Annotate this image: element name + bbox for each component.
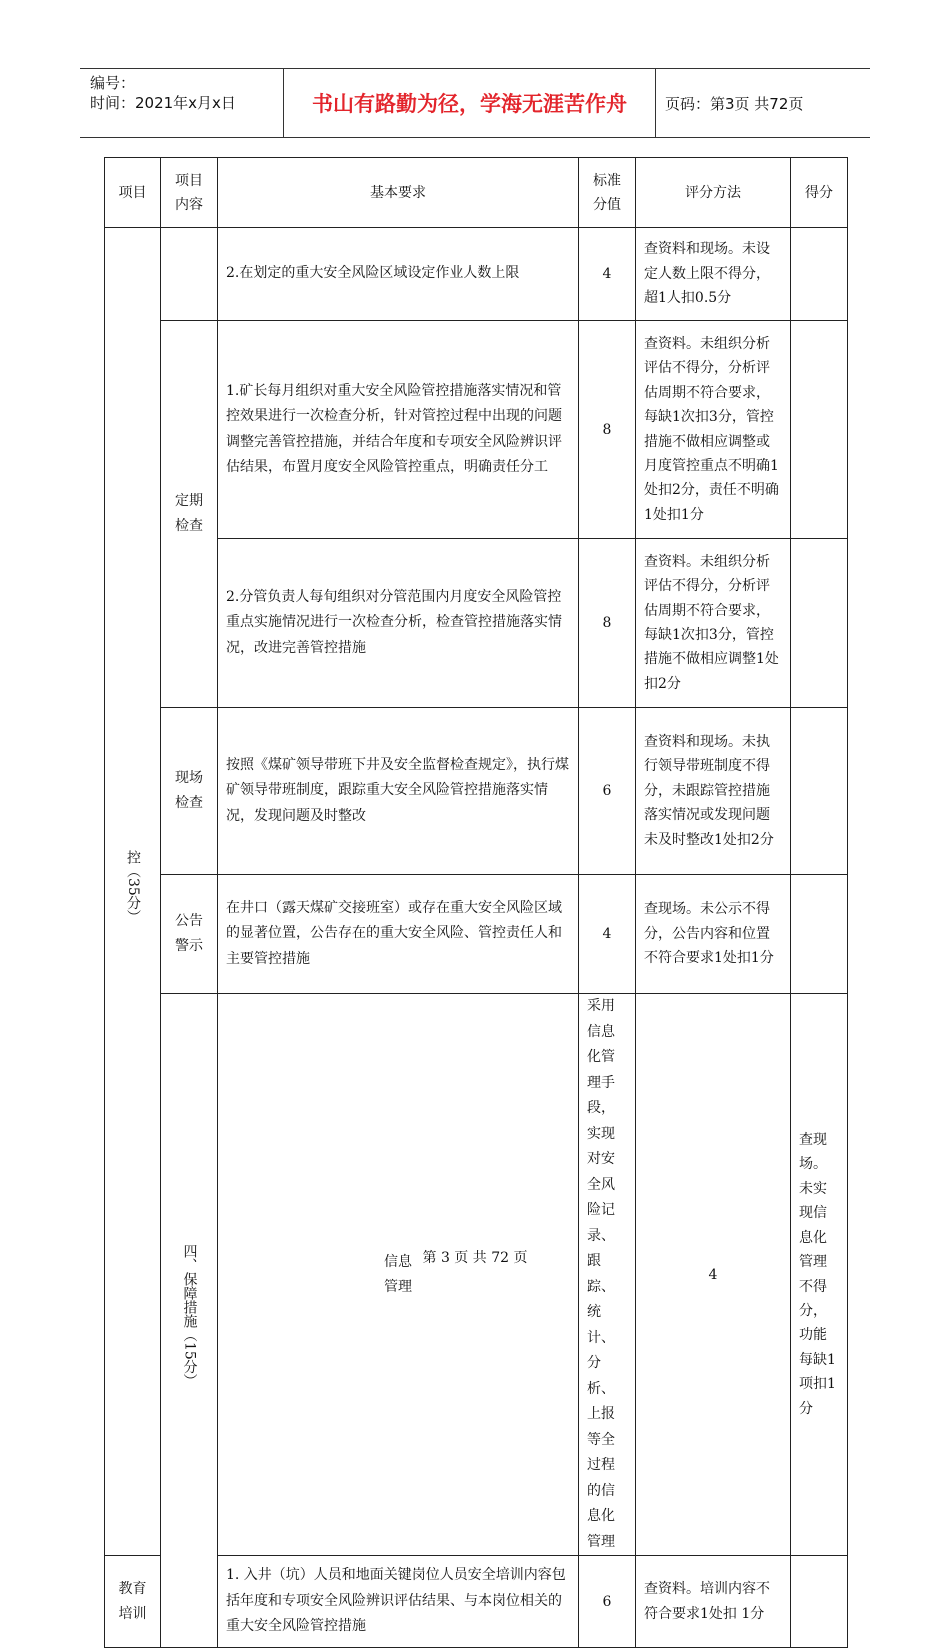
- category-control: 控（35分）: [105, 228, 161, 1556]
- method-cell: 查资料。培训内容不符合要求1处扣 1分: [636, 1556, 791, 1648]
- gain-cell: [791, 1556, 848, 1648]
- scoring-table: [104, 157, 848, 1648]
- header-meta: [90, 73, 236, 113]
- col-header-item-content: 项目内容: [161, 158, 218, 228]
- gain-cell: [791, 875, 848, 994]
- method-cell: 查资料。未组织分析评估不得分，分析评估周期不符合要求，每缺1次扣3分，管控措施不做相应调整1处扣2分: [636, 539, 791, 708]
- subcat-onsite-check: 现场检查: [161, 708, 218, 875]
- table-row: [105, 228, 848, 321]
- score-cell: 4: [636, 994, 791, 1556]
- method-cell: 查资料和现场。未设定人数上限不得分，超1人扣0.5分: [636, 228, 791, 321]
- score-cell: 8: [579, 539, 636, 708]
- gain-cell: [791, 228, 848, 321]
- doc-number-label: 编号：: [90, 74, 136, 92]
- header-page-info: 页码：第3页 共72页: [665, 94, 804, 113]
- gain-cell: [791, 708, 848, 875]
- method-cell: 查现场。未公示不得分，公告内容和位置不符合要求1处扣1分: [636, 875, 791, 994]
- method-cell: 查资料和现场。未执行领导带班制度不得分，未跟踪管控措施落实情况或发现问题未及时整改1处扣2分: [636, 708, 791, 875]
- gain-cell: [791, 321, 848, 539]
- col-header-scoring-method: 评分方法: [636, 158, 791, 228]
- subcat-education-training: 教育培训: [105, 1556, 161, 1648]
- requirement-cell: 采用信息化管理手段，实现对安全风险记录、跟踪、统计、分析、上报等全过程的信息化管理: [579, 994, 636, 1556]
- page-header: [80, 68, 870, 138]
- requirement-cell: 2.在划定的重大安全风险区域设定作业人数上限: [218, 228, 579, 321]
- subcat-empty: [161, 228, 218, 321]
- table-row: [105, 708, 848, 875]
- score-cell: 6: [579, 1556, 636, 1648]
- table-row: [105, 875, 848, 994]
- page-footer: 第 3 页 共 72 页: [422, 1250, 528, 1266]
- requirement-cell: 2.分管负责人每旬组织对分管范围内月度安全风险管控重点实施情况进行一次检查分析，检查管控措施落实情况，改进完善管控措施: [218, 539, 579, 708]
- header-motto: 书山有路勤为径，学海无涯苦作舟: [312, 92, 627, 116]
- subcat-notice-warning: 公告警示: [161, 875, 218, 994]
- category-guarantee: 四、保障措施（15分）: [161, 994, 218, 1648]
- header-divider: [655, 69, 656, 137]
- subcat-info-management: 信息管理: [218, 994, 579, 1556]
- requirement-cell: 在井口（露天煤矿交接班室）或存在重大安全风险区域的显著位置，公告存在的重大安全风险、管控责任人和主要管控措施: [218, 875, 579, 994]
- requirement-cell: 1.矿长每月组织对重大安全风险管控措施落实情况和管控效果进行一次检查分析，针对管控过程中出现的问题调整完善管控措施，并结合年度和专项安全风险辨识评估结果，布置月度安全风险管控重点，明确责任分工: [218, 321, 579, 539]
- table-row: [105, 321, 848, 539]
- gain-cell: [791, 539, 848, 708]
- subcat-periodic-check: 定期检查: [161, 321, 218, 708]
- col-header-gain: 得分: [791, 158, 848, 228]
- col-header-basic-requirement: 基本要求: [218, 158, 579, 228]
- score-cell: 4: [579, 875, 636, 994]
- score-cell: 6: [579, 708, 636, 875]
- method-cell: 查现场。未实现信息化管理不得分，功能每缺1项扣1分: [791, 994, 848, 1556]
- score-cell: 8: [579, 321, 636, 539]
- table-row: [105, 994, 848, 1556]
- table-header-row: [105, 158, 848, 228]
- doc-time-label: 时间：2021年x月x日: [90, 94, 236, 112]
- requirement-cell: 1. 入井（坑）人员和地面关键岗位人员安全培训内容包括年度和专项安全风险辨识评估结果、与本岗位相关的重大安全风险管控措施: [218, 1556, 579, 1648]
- col-header-project: 项目: [105, 158, 161, 228]
- score-cell: 4: [579, 228, 636, 321]
- requirement-cell: 按照《煤矿领导带班下井及安全监督检查规定》，执行煤矿领导带班制度，跟踪重大安全风险管控措施落实情况，发现问题及时整改: [218, 708, 579, 875]
- method-cell: 查资料。未组织分析评估不得分，分析评估周期不符合要求，每缺1次扣3分，管控措施不做相应调整或月度管控重点不明确1处扣2分，责任不明确1处扣1分: [636, 321, 791, 539]
- col-header-standard-score: 标准分值: [579, 158, 636, 228]
